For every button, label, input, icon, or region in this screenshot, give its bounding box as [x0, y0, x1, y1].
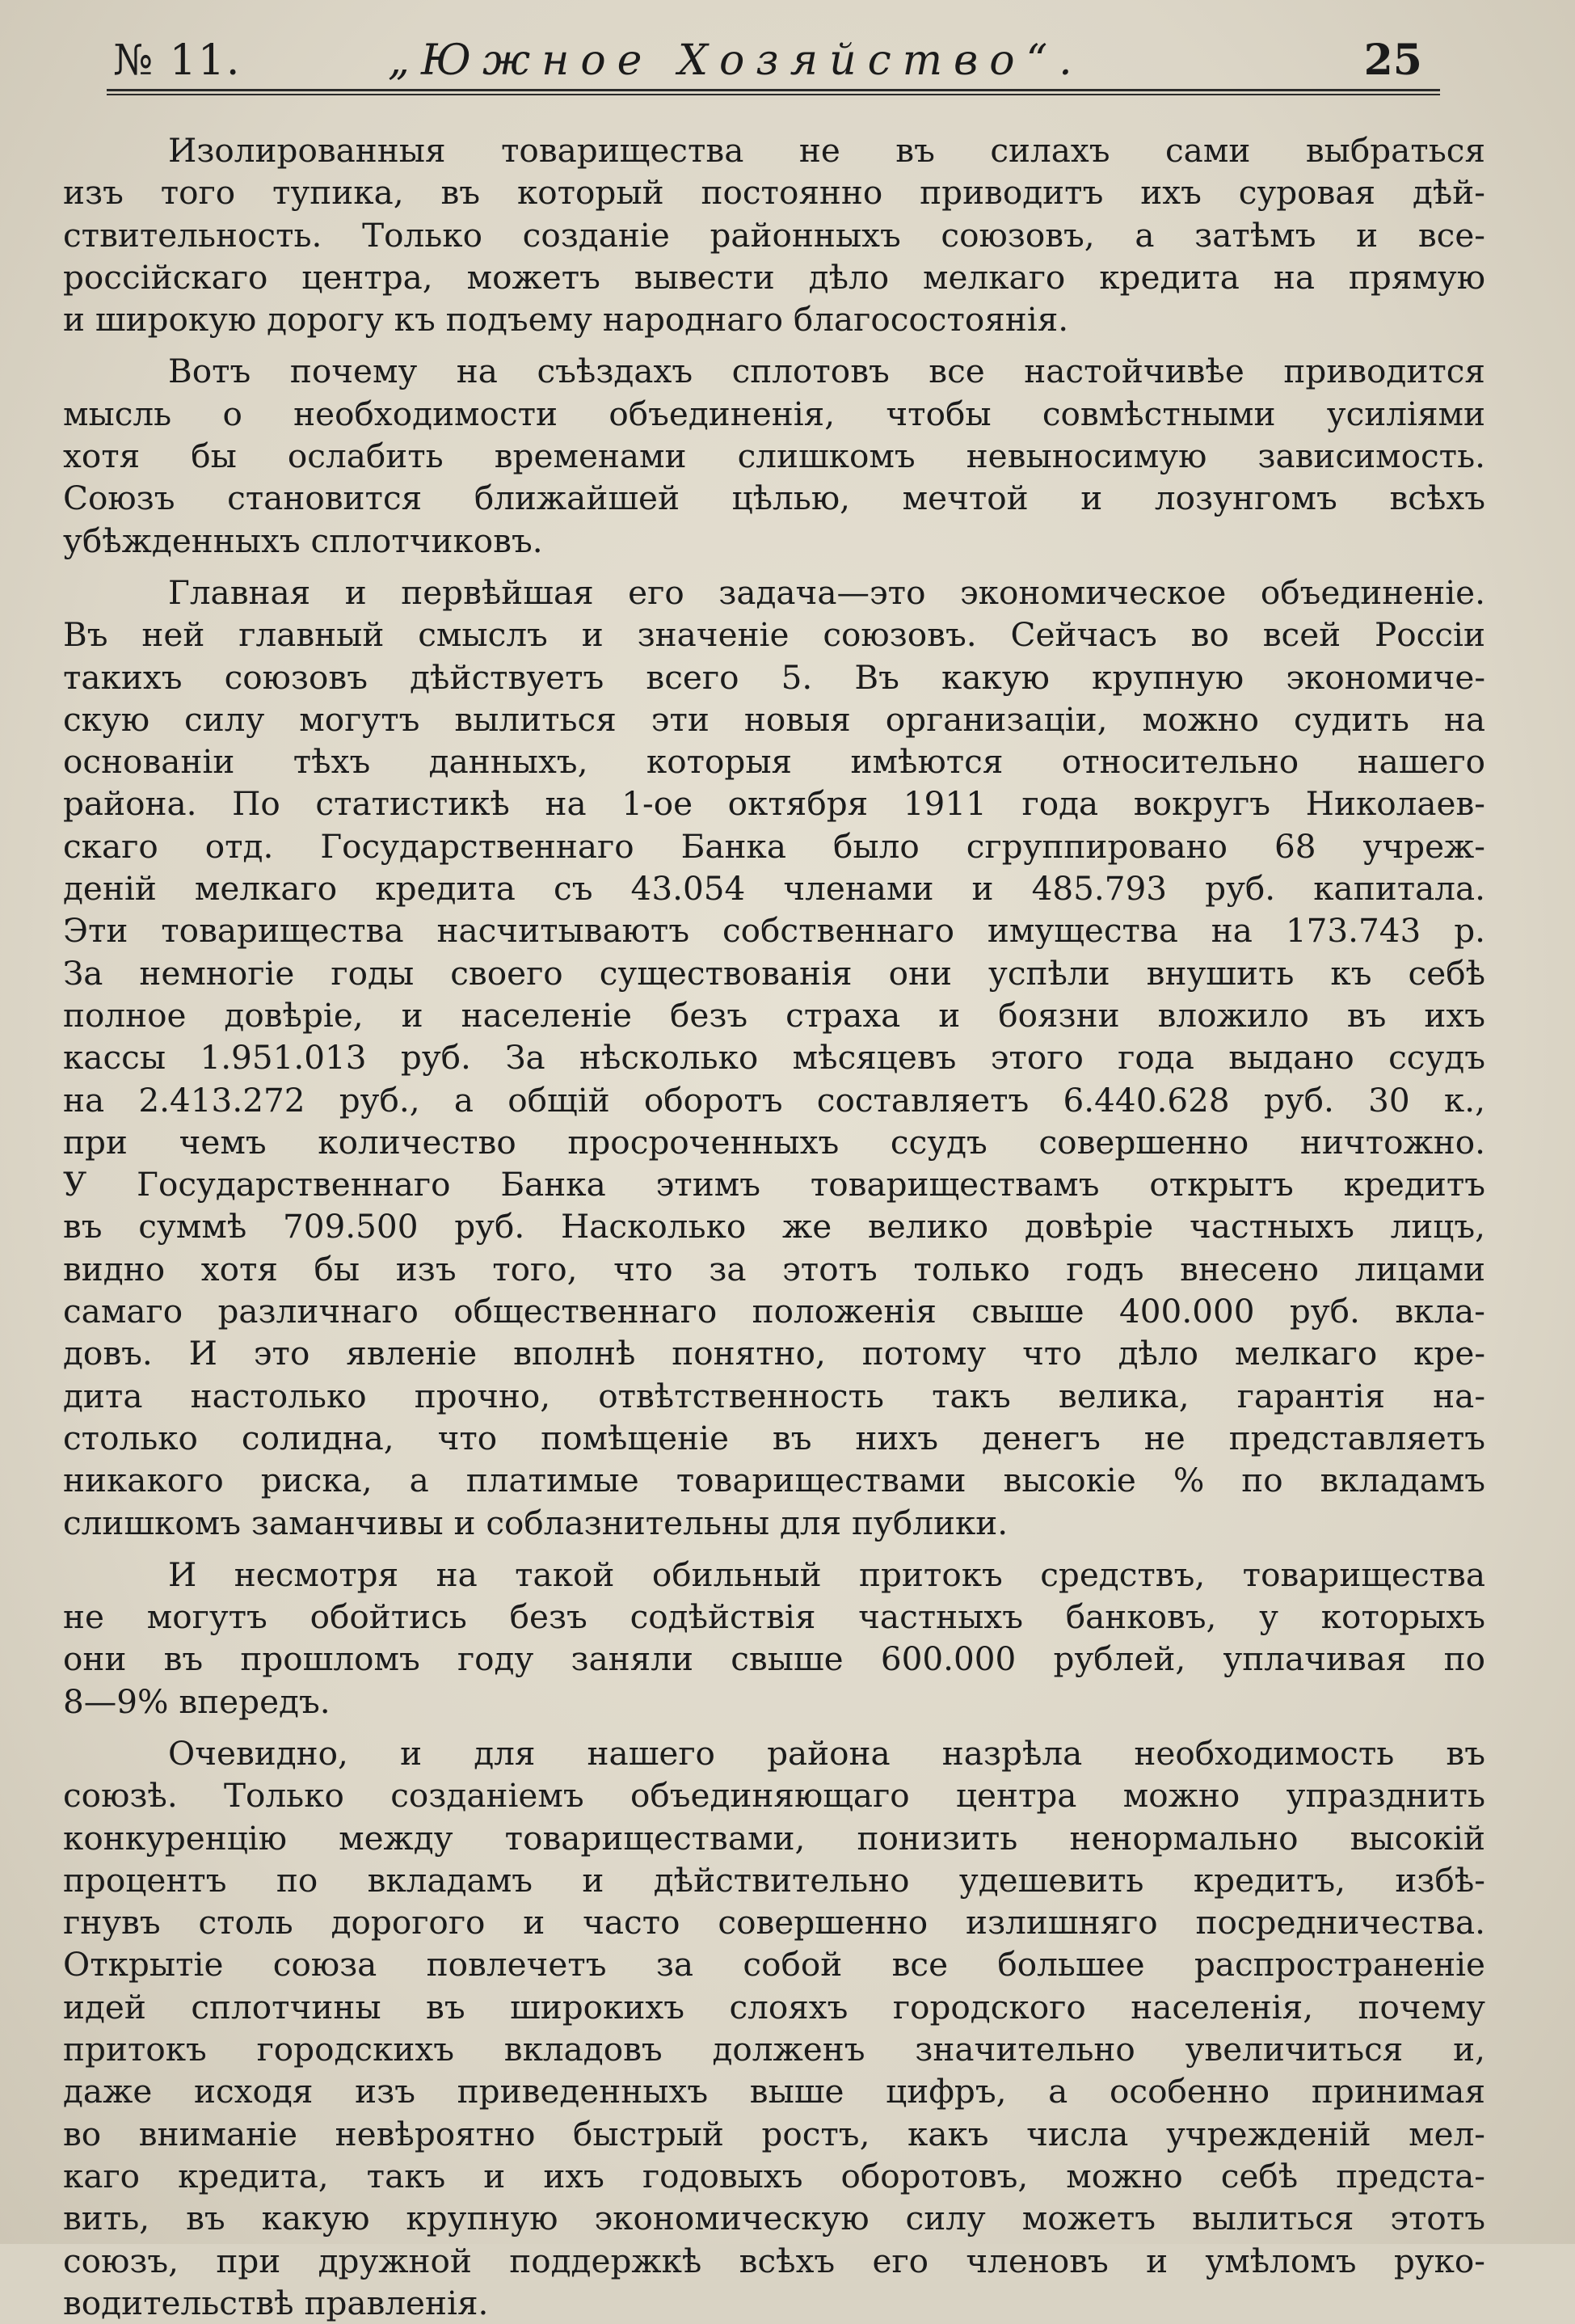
text-line: скаго отд. Государственнаго Банка было сгруппировано 68 учреж-: [63, 826, 1485, 866]
text-line: идей сплотчины въ широкихъ слояхъ городского населенія, почему: [63, 1987, 1485, 2027]
text-line: Въ ней главный смыслъ и значеніе союзовъ. Сейчасъ во всей Россіи: [63, 615, 1485, 655]
text-line: видно хотя бы изъ того, что за этотъ только годъ внесено лицами: [63, 1249, 1485, 1289]
text-line: Изолированныя товарищества не въ силахъ сами выбраться: [168, 131, 1485, 170]
text-line: Открытіе союза повлечетъ за собой все большее распространеніе: [63, 1945, 1485, 1984]
text-line: на 2.413.272 руб., а общій оборотъ составляетъ 6.440.628 руб. 30 к.,: [63, 1080, 1485, 1120]
text-line: даже исходя изъ приведенныхъ выше цифръ, а особенно принимая: [63, 2072, 1485, 2111]
text-line: такихъ союзовъ дѣйствуетъ всего 5. Въ какую крупную экономиче-: [63, 657, 1485, 697]
text-line: при чемъ количество просроченныхъ ссудъ совершенно ничтожно.: [63, 1122, 1485, 1162]
paragraph: [63, 129, 1485, 340]
text-line: кассы 1.951.013 руб. За нѣсколько мѣсяцевъ этого года выдано ссудъ: [63, 1038, 1485, 1078]
text-line: слишкомъ заманчивы и соблазнительны для публики.: [63, 1503, 1009, 1542]
text-line: столько солидна, что помѣщеніе въ нихъ денегъ не представляетъ: [63, 1418, 1485, 1457]
text-line: они въ прошломъ году заняли свыше 600.000 рублей, уплачивая по: [63, 1639, 1485, 1679]
text-line: Союзъ становится ближайшей цѣлью, мечтой и лозунгомъ всѣхъ: [63, 479, 1485, 518]
text-line: Эти товарищества насчитываютъ собственнаго имущества на 173.743 р.: [63, 911, 1485, 951]
text-line: района. По статистикѣ на 1-ое октября 1911 года вокругъ Николаев-: [63, 784, 1485, 824]
text-line: У Государственнаго Банка этимъ товариществамъ открытъ кредитъ: [63, 1165, 1485, 1204]
text-line: деній мелкаго кредита съ 43.054 членами и 485.793 руб. капитала.: [63, 869, 1485, 909]
journal-title: „Южное Хозяйство“.: [388, 36, 1084, 85]
text-line: и широкую дорогу къ подъему народнаго благосостоянія.: [63, 300, 1069, 340]
text-line: водительствѣ правленія.: [63, 2283, 489, 2322]
text-line: хотя бы ослабить временами слишкомъ невыносимую зависимость.: [63, 437, 1485, 476]
text-line: Очевидно, и для нашего района назрѣла необходимость въ: [168, 1733, 1485, 1773]
text-line: Вотъ почему на съѣздахъ сплотовъ все настойчивѣе приводится: [168, 352, 1485, 391]
page-header: [113, 32, 1422, 89]
text-line: во вниманіе невѣроятно быстрый ростъ, какъ числа учрежденій мел-: [63, 2114, 1485, 2153]
text-line: скую силу могутъ вылиться эти новыя организаціи, можно судить на: [63, 699, 1485, 739]
text-line: союзѣ. Только созданіемъ объединяющаго центра можно упразднить: [63, 1776, 1485, 1816]
text-line: И несмотря на такой обильный притокъ средствъ, товарищества: [168, 1554, 1485, 1594]
paragraph: [63, 350, 1485, 561]
article-body: [63, 129, 1485, 2324]
text-line: союзъ, при дружной поддержкѣ всѣхъ его членовъ и умѣломъ руко-: [63, 2241, 1485, 2280]
text-line: довъ. И это явленіе вполнѣ понятно, потому что дѣло мелкаго кре-: [63, 1334, 1485, 1373]
text-line: конкуренцію между товариществами, понизить ненормально высокій: [63, 1818, 1485, 1858]
text-line: мысль о необходимости объединенія, чтобы совмѣстными усиліями: [63, 394, 1485, 433]
text-line: въ суммѣ 709.500 руб. Насколько же велико довѣріе частныхъ лицъ,: [63, 1207, 1485, 1246]
header-double-rule: [107, 89, 1440, 95]
text-line: притокъ городскихъ вкладовъ долженъ значительно увеличиться и,: [63, 2030, 1485, 2069]
text-line: ствительность. Только созданіе районныхъ союзовъ, а затѣмъ и все-: [63, 215, 1485, 255]
paragraph: [63, 572, 1485, 1544]
page-number: 25: [1363, 36, 1422, 85]
text-line: самаго различнаго общественнаго положенія свыше 400.000 руб. вкла-: [63, 1292, 1485, 1331]
text-line: дита настолько прочно, отвѣтственность такъ велика, гарантія на-: [63, 1376, 1485, 1415]
text-line: гнувъ столь дорогого и часто совершенно излишняго посредничества.: [63, 1903, 1485, 1942]
text-line: полное довѣріе, и населеніе безъ страха и боязни вложило въ ихъ: [63, 995, 1485, 1035]
text-line: не могутъ обойтись безъ содѣйствія частныхъ банковъ, у которыхъ: [63, 1597, 1485, 1637]
text-line: За немногіе годы своего существованія они успѣли внушить къ себѣ: [63, 953, 1485, 993]
text-line: убѣжденныхъ сплотчиковъ.: [63, 521, 543, 560]
text-line: 8—9% впередъ.: [63, 1681, 331, 1721]
paragraph: [63, 1554, 1485, 1723]
issue-number: № 11.: [113, 36, 242, 85]
text-line: каго кредита, такъ и ихъ годовыхъ оборотовъ, можно себѣ предста-: [63, 2156, 1485, 2195]
text-line: Главная и первѣйшая его задача—это экономическое объединеніе.: [168, 572, 1485, 612]
paragraph: [63, 1732, 1485, 2324]
text-line: процентъ по вкладамъ и дѣйствительно удешевить кредитъ, избѣ-: [63, 1860, 1485, 1900]
text-line: никакого риска, а платимые товариществами высокіе % по вкладамъ: [63, 1461, 1485, 1500]
text-line: россійскаго центра, можетъ вывести дѣло мелкаго кредита на прямую: [63, 257, 1485, 297]
text-line: основаніи тѣхъ данныхъ, которыя имѣются относительно нашего: [63, 742, 1485, 782]
text-line: вить, въ какую крупную экономическую силу можетъ вылиться этотъ: [63, 2199, 1485, 2238]
text-line: изъ того тупика, въ который постоянно приводитъ ихъ суровая дѣй-: [63, 173, 1485, 213]
